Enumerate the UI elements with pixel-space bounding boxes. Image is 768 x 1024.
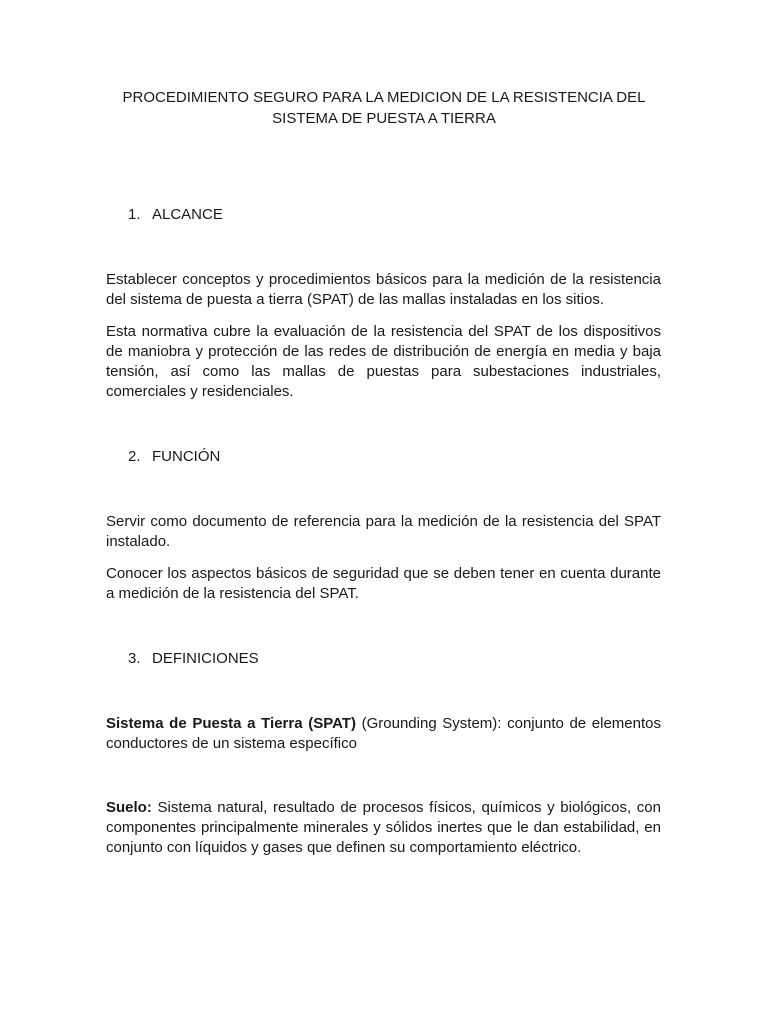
definition-spat [106, 714, 661, 754]
paragraph-funcion-1: Servir como documento de referencia para la medición de la resistencia del SPAT instalado. [106, 513, 661, 550]
section-number: 1. [128, 206, 141, 223]
paragraph-funcion-2: Conocer los aspectos básicos de seguridad que se deben tener en cuenta durante a medición de la resistencia del SPAT. [106, 565, 661, 602]
section-number: 3. [128, 650, 141, 667]
paragraph-alcance-1: Establecer conceptos y procedimientos básicos para la medición de la resistencia del sistema de puesta a tierra (SPAT) de las mallas instaladas en los sitios. [106, 271, 661, 308]
definition-term: Suelo: [106, 799, 152, 816]
definition-suelo [106, 798, 661, 858]
section-heading-alcance [128, 205, 223, 225]
document-title: PROCEDIMIENTO SEGURO PARA LA MEDICION DE LA RESISTENCIA DEL SISTEMA DE PUESTA A TIERRA [122, 89, 646, 127]
paragraph-alcance-2: Esta normativa cubre la evaluación de la resistencia del SPAT de los dispositivos de maniobra y protección de las redes de distribución de energía en media y baja tensión, así como las mallas de puestas para subestaciones industriales, comerciales y residenciales. [106, 323, 661, 400]
section-title: FUNCIÓN [152, 448, 221, 465]
section-heading-definiciones [128, 649, 259, 669]
section-heading-funcion [128, 447, 220, 467]
definition-term: Sistema de Puesta a Tierra (SPAT) [106, 715, 356, 732]
definition-text: (Grounding System): conjunto de elementos conductores de un sistema específico [106, 715, 662, 752]
section-title: ALCANCE [152, 206, 223, 223]
section-number: 2. [128, 448, 141, 465]
definition-text: Sistema natural, resultado de procesos físicos, químicos y biológicos, con componentes principalmente minerales y sólidos inertes que le dan estabilidad, en conjunto con líquidos y gases que definen su comportamiento eléctrico. [106, 799, 661, 856]
section-title: DEFINICIONES [152, 650, 259, 667]
